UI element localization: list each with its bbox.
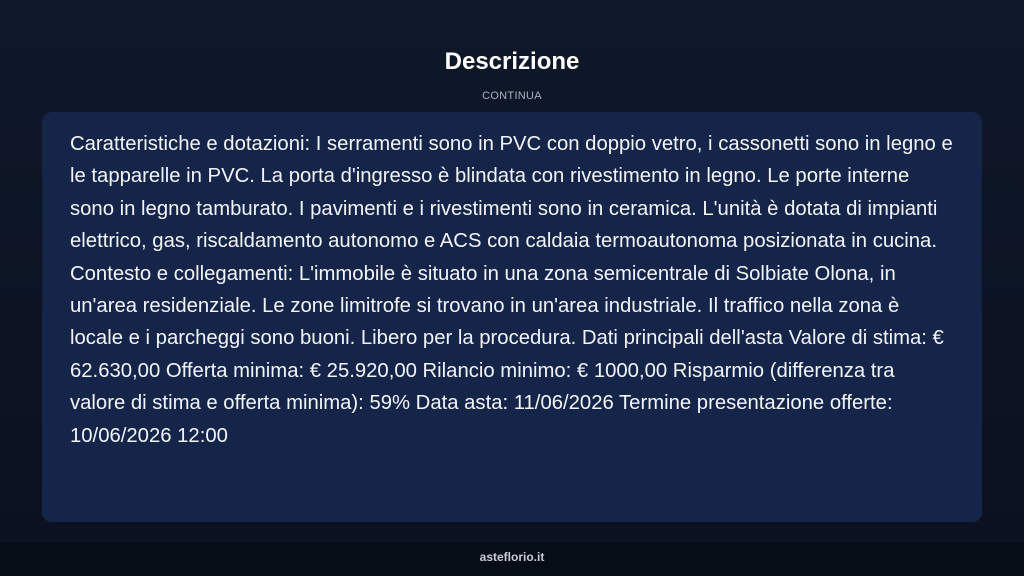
continue-link[interactable]: CONTINUA [482,90,542,102]
footer-bar [0,543,1024,576]
description-card [42,112,982,522]
description-text: Caratteristiche e dotazioni: I serramenti sono in PVC con doppio vetro, i cassonetti sono in legno e le tapparelle in PVC. La porta d'ingresso è blindata con rivestimento in legno. Le porte interne sono in legno tamburato. I pavimenti e i rivestimenti sono in ceramica. L'unità è dotata di impianti elettrico, gas, riscaldamento autonomo e ACS con caldaia termoautonoma posizionata in cucina. Contesto e collegamenti: L'immobile è situato in una zona semicentrale di Solbiate Olona, in un'area residenziale. Le zone limitrofe si trovano in un'area industriale. Il traffico nella zona è locale e i parcheggi sono buoni. Libero per la procedura. Dati principali dell'asta Valore di stima: € 62.630,00 Offerta minima: € 25.920,00 Rilancio minimo: € 1000,00 Risparmio (differenza tra valore di stima e offerta minima): 59% Data asta: 11/06/2026 Termine presentazione offerte: 10/06/2026 12:00 [70,133,953,447]
site-link[interactable]: asteflorio.it [479,550,545,564]
page-title: Descrizione [444,48,580,75]
